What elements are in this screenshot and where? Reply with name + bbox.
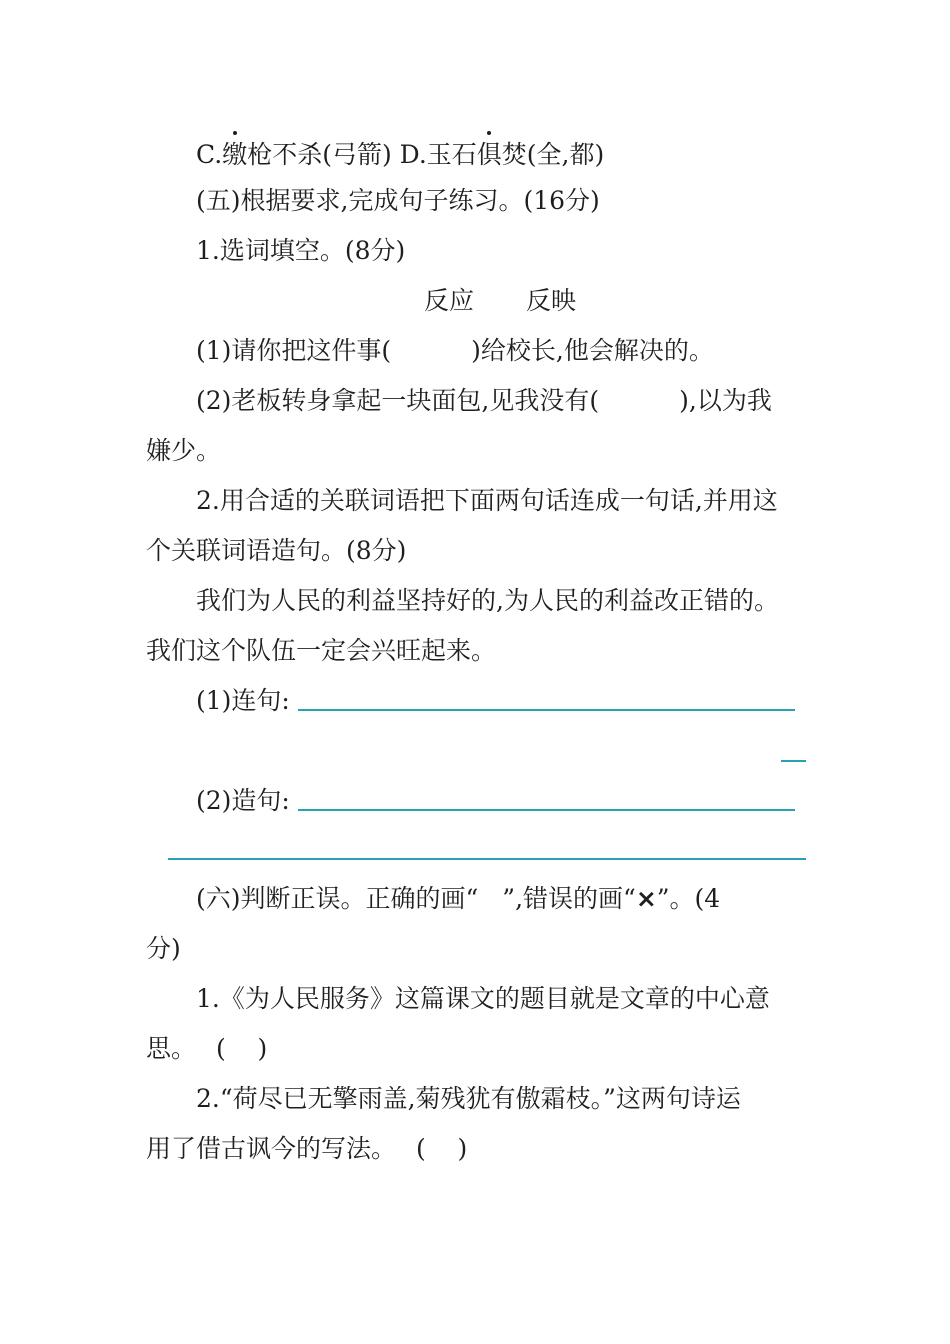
judge-question-1-continued: 思。 ( ) bbox=[146, 1034, 268, 1063]
option-c-dotted-char: 缴 bbox=[222, 138, 247, 172]
question-1-1: (1)请你把这件事( )给校长,他会解决的。 bbox=[196, 336, 714, 365]
options-line bbox=[196, 138, 604, 172]
word-choice-row bbox=[424, 284, 576, 318]
judge-question-2-continued: 用了借古讽今的写法。 ( ) bbox=[146, 1134, 468, 1163]
section5-heading: (五)根据要求,完成句子练习。(16分) bbox=[196, 186, 600, 215]
section5-q1-title: 1.选词填空。(8分) bbox=[196, 236, 406, 265]
judge-question-2: 2.“荷尽已无擎雨盖,菊残犹有傲霜枝。”这两句诗运 bbox=[196, 1084, 741, 1113]
option-d-text: 焚(全,都) bbox=[501, 140, 605, 169]
judge-question-1: 1.《为人民服务》这篇课文的题目就是文章的中心意 bbox=[196, 984, 770, 1013]
section6-heading-continued: 分) bbox=[146, 934, 181, 963]
word-option-1: 反应 bbox=[424, 286, 475, 315]
question-1-2-continued: 嫌少。 bbox=[146, 436, 222, 465]
zaoju-answer-line[interactable] bbox=[298, 809, 795, 811]
question-2-line1: 2.用合适的关联词语把下面两句话连成一句话,并用这 bbox=[196, 486, 778, 515]
option-d-label: D.玉石 bbox=[399, 140, 477, 169]
option-c-label: C. bbox=[196, 140, 223, 169]
question-2-line2: 个关联词语造句。(8分) bbox=[146, 536, 407, 565]
judge-answer-paren[interactable]: ( ) bbox=[416, 1134, 468, 1163]
word-option-2: 反映 bbox=[526, 286, 577, 315]
judge-answer-paren[interactable]: ( ) bbox=[216, 1034, 268, 1063]
zaoju-label: (2)造句: bbox=[196, 786, 290, 815]
question-1-2: (2)老板转身拿起一块面包,见我没有( ),以为我 bbox=[196, 386, 772, 415]
question-2-sentence1: 我们为人民的利益坚持好的,为人民的利益改正错的。 bbox=[196, 586, 779, 615]
cross-mark-icon: × bbox=[635, 884, 657, 913]
option-d-dotted-char: 俱 bbox=[477, 138, 502, 172]
section6-heading: (六)判断正误。正确的画“ ”,错误的画“×”。(4 bbox=[196, 884, 721, 913]
lianju-answer-line-end[interactable] bbox=[781, 760, 806, 762]
option-c-text: 枪不杀(弓箭) bbox=[247, 140, 392, 169]
lianju-label: (1)连句: bbox=[196, 686, 290, 715]
question-2-sentence2: 我们这个队伍一定会兴旺起来。 bbox=[146, 636, 497, 665]
zaoju-answer-line-2[interactable] bbox=[168, 858, 806, 860]
lianju-answer-line[interactable] bbox=[298, 709, 795, 711]
